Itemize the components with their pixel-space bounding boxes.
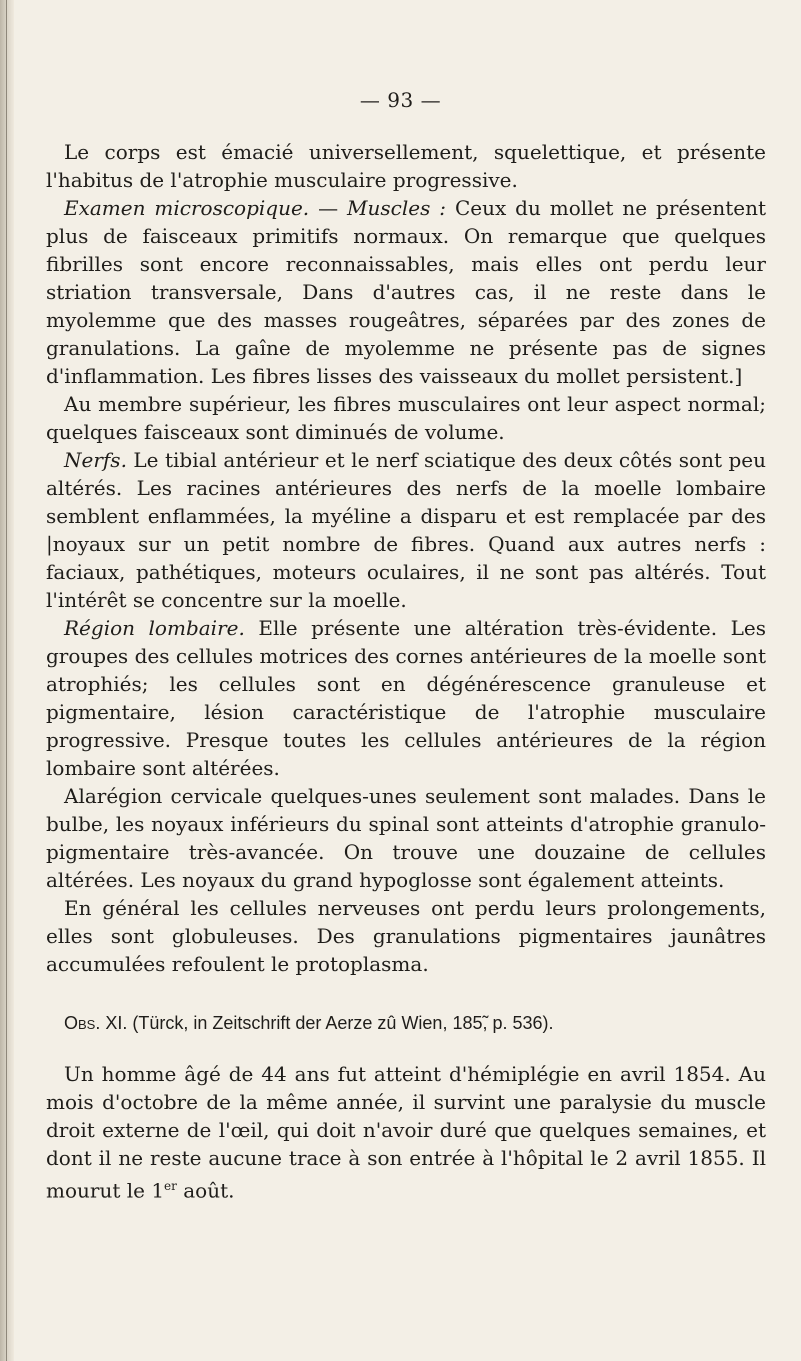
paragraph-text: En général les cellules nerveuses ont perdu leurs prolongements, elles sont globuleuses. Des granulations pigmentaires jaunâtres accumulées refoulent le protoplasma. [46,896,766,976]
paragraph-text: Le tibial antérieur et le nerf sciatique des deux côtés sont peu altérés. Les racines antérieures des nerfs de la moelle lombaire semblent enflammées, la myéline a disparu et est remplacée par des |noyaux sur un petit nombre de fibres. Quand aux autres nerfs : faciaux, pathétiques, moteurs oculaires, il ne sont pas altérés. Tout l'intérêt se concentre sur la moelle. [46,448,766,612]
heading-dash: — [309,196,348,220]
paragraph-text: Le corps est émacié universellement, squelettique, et présente l'habitus de l'atrophie musculaire progressive. [46,140,766,192]
paragraph-text: Ceux du mollet ne présentent plus de faisceaux primitifs normaux. On remarque que quelques fibrilles sont encore reconnaissables, mais elles ont perdu leur striation transversale, Dans d'autres cas, il ne reste dans le myolemme que des masses rougeâtres, séparées par des zones de granulations. La gaîne de myolemme ne présente pas de signes d'inflammation. Les fibres lisses des vaisseaux du mollet persistent.] [46,196,767,388]
citation-tail: , p. 536). [482,1013,554,1033]
paragraph-text: Elle présente une altération très-évidente. Les groupes des cellules motrices des cornes antérieures de la moelle sont atrophiés; les cellules sont en dégénérescence granuleuse et pigmentaire, lésion caractéristique de l'atrophie musculaire progressive. Presque toutes les cellules antérieures de la région lombaire sont altérées. [46,616,766,780]
paragraph-microscopic-exam [46,194,766,390]
paragraph-upper-limb [46,390,766,446]
page-gutter [0,0,14,1361]
superscript-ordinal: er [164,1179,177,1193]
section-heading-nerves: Nerfs. [64,448,127,472]
paragraph-body-state [46,138,766,194]
paragraph-nerves [46,446,766,614]
paragraph-nerve-cells [46,894,766,978]
observation-label: Obs. XI. [64,1013,128,1033]
page-number: — 93 — [359,88,442,112]
document-page [46,138,766,1205]
paragraph-cervical-region [46,782,766,894]
binding-edge [6,0,7,1361]
section-heading-lumbar: Région lombaire. [64,616,245,640]
paragraph-text: Alarégion cervicale quelques-unes seulement sont malades. Dans le bulbe, les noyaux inférieurs du spinal sont atteints d'atrophie granulo-pigmentaire très-avancée. On trouve une douzaine de cellules altérées. Les noyaux du grand hypoglosse sont également atteints. [46,784,766,892]
section-heading-microscopic: Examen microscopique. [64,196,310,220]
subheading-muscles: Muscles : [347,196,447,220]
observation-citation [46,1011,766,1035]
paragraph-text: Au membre supérieur, les fibres musculaires ont leur aspect normal; quelques faisceaux sont diminués de volume. [46,392,766,444]
citation-text: (Türck, in Zeitschrift der Aerze zû Wien, 185 [127,1013,483,1033]
paragraph-observation-case [46,1060,766,1205]
paragraph-text-tail: août. [176,1178,235,1203]
paragraph-lumbar-region [46,614,766,782]
paragraph-text: Un homme âgé de 44 ans fut atteint d'hémiplégie en avril 1854. Au mois d'octobre de la même année, il survint une paralysie du muscle droit externe de l'œil, qui doit n'avoir duré que quelques semaines, et dont il ne reste aucune trace à son entrée à l'hôpital le 2 avril 1855. Il mourut le 1 [46,1062,766,1203]
